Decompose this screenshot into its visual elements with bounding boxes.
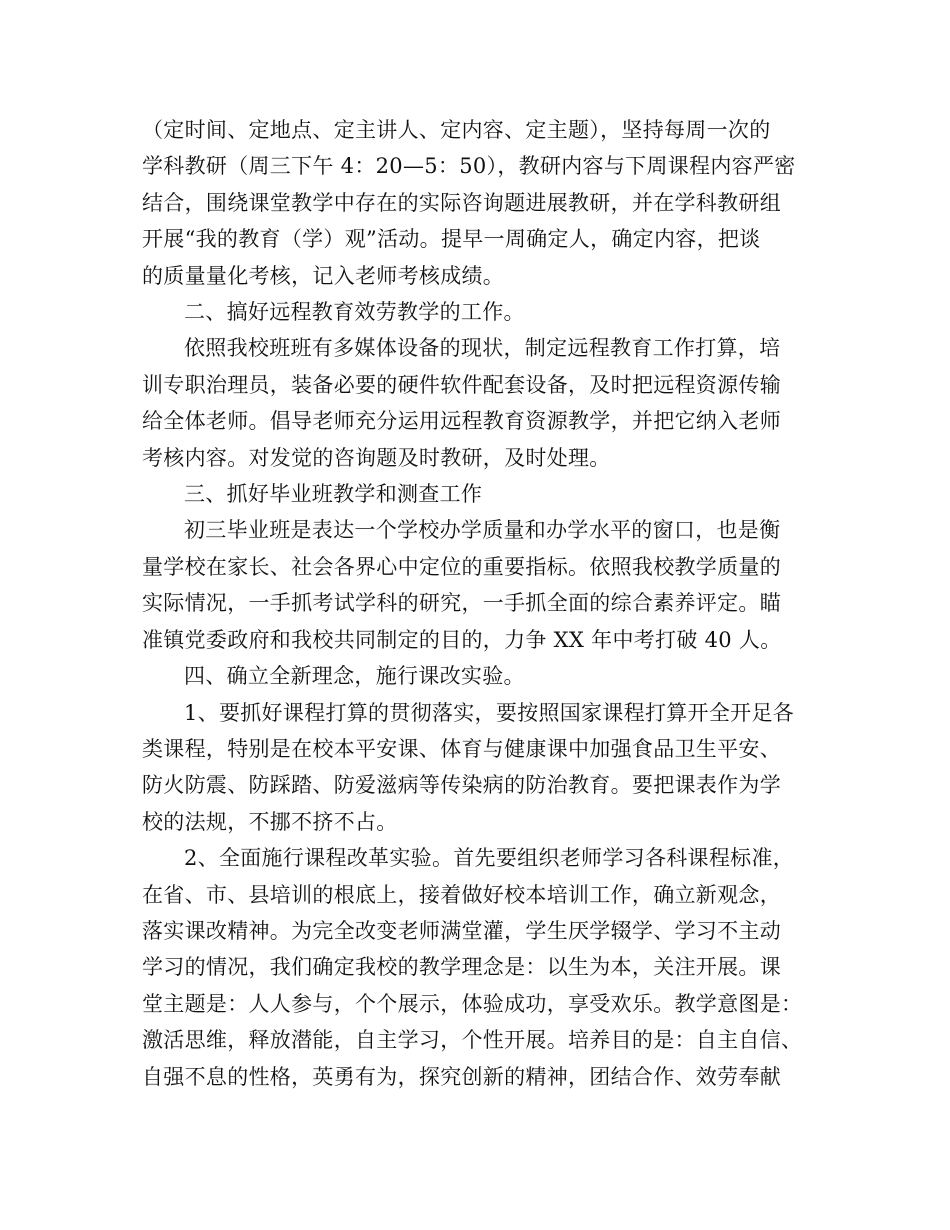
paragraph-7-line-1: 1、要抓好课程打算的贯彻落实，要按照国家课程打算开全开足各 (184, 700, 795, 725)
paragraph-1-line-5: 的质量量化考核，记入老师考核成绩。 (142, 263, 505, 288)
paragraph-3-line-2: 训专职治理员，装备必要的硬件软件配套设备，及时把远程资源传输 (142, 372, 781, 397)
section-heading-3: 三、抓好毕业班教学和测查工作 (184, 482, 483, 507)
paragraph-8-line-2: 在省、市、县培训的根底上，接着做好校本培训工作，确立新观念， (142, 882, 781, 907)
paragraph-3-line-4: 考核内容。对发觉的咨询题及时教研，及时处理。 (142, 445, 611, 470)
paragraph-5-line-2: 量学校在家长、社会各界心中定位的重要指标。依照我校教学质量的 (142, 554, 781, 579)
paragraph-1-line-4: 开展“我的教育（学）观”活动。提早一周确定人，确定内容，把谈 (142, 227, 761, 252)
paragraph-7-line-2: 类课程，特别是在校本平安课、体育与健康课中加强食品卫生平安、 (142, 736, 781, 761)
paragraph-3-line-3: 给全体老师。倡导老师充分运用远程教育资源教学，并把它纳入老师 (142, 409, 781, 434)
paragraph-8-line-3: 落实课改精神。为完全改变老师满堂灌，学生厌学辍学、学习不主动 (142, 918, 781, 943)
paragraph-5-line-3: 实际情况，一手抓考试学科的研究，一手抓全面的综合素养评定。瞄 (142, 591, 781, 616)
section-heading-2: 二、搞好远程教育效劳教学的工作。 (184, 300, 525, 325)
paragraph-8-line-7: 自强不息的性格，英勇有为，探究创新的精神，团结合作、效劳奉献 (142, 1064, 781, 1089)
paragraph-5-line-1: 初三毕业班是表达一个学校办学质量和办学水平的窗口，也是衡 (184, 518, 781, 543)
paragraph-1-line-1: （定时间、定地点、定主讲人、定内容、定主题），坚持每周一次的 (142, 118, 771, 142)
paragraph-7-line-4: 校的法规，不挪不挤不占。 (142, 809, 398, 834)
paragraph-3-line-1: 依照我校班班有多媒体设备的现状，制定远程教育工作打算，培 (184, 336, 781, 361)
paragraph-1-line-2: 学科教研（周三下午 4：20—5：50），教研内容与下周课程内容严密 (142, 154, 796, 179)
paragraph-8-line-4: 学习的情况，我们确定我校的教学理念是：以生为本，关注开展。课 (142, 955, 781, 980)
paragraph-8-line-6: 激活思维，释放潜能，自主学习，个性开展。培养目的是：自主自信、 (142, 1028, 803, 1053)
paragraph-8-line-5: 堂主题是：人人参与，个个展示，体验成功，享受欢乐。教学意图是： (142, 991, 803, 1016)
paragraph-7-line-3: 防火防震、防踩踏、防爱滋病等传染病的防治教育。要把课表作为学 (142, 773, 781, 798)
paragraph-8-line-1: 2、全面施行课程改革实验。首先要组织老师学习各科课程标准， (184, 846, 795, 871)
paragraph-5-line-4: 准镇党委政府和我校共同制定的目的，力争 XX 年中考打破 40 人。 (142, 627, 782, 652)
section-heading-4: 四、确立全新理念，施行课改实验。 (184, 664, 525, 689)
document-body (142, 112, 826, 1095)
paragraph-1-line-3: 结合，围绕课堂教学中存在的实际咨询题进展教研，并在学科教研组 (142, 190, 781, 215)
